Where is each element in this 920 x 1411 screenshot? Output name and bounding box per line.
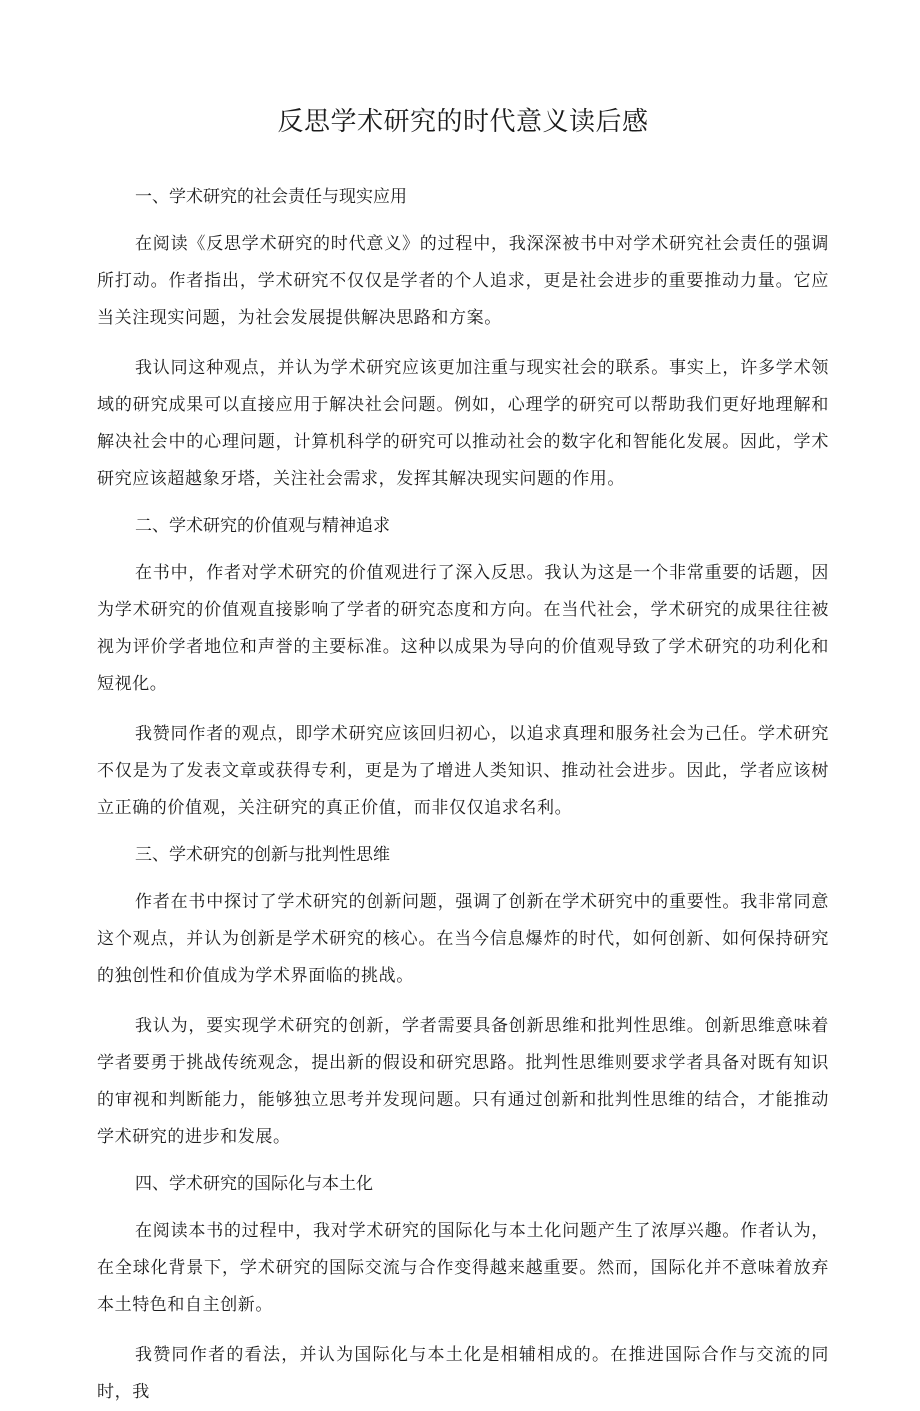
section-heading: 四、学术研究的国际化与本土化 (135, 1174, 373, 1194)
paragraph: 我赞同作者的观点，即学术研究应该回归初心，以追求真理和服务社会为己任。学术研究不仅是为了发表文章或获得专利，更是为了增进人类知识、推动社会进步。因此，学者应该树立正确的价值观，关注研究的真正价值，而非仅仅追求名利。 (97, 724, 829, 818)
paragraph: 在阅读本书的过程中，我对学术研究的国际化与本土化问题产生了浓厚兴趣。作者认为，在全球化背景下，学术研究的国际交流与合作变得越来越重要。然而，国际化并不意味着放弃本土特色和自主创新。 (97, 1221, 829, 1315)
paragraph: 我认同这种观点，并认为学术研究应该更加注重与现实社会的联系。事实上，许多学术领域的研究成果可以直接应用于解决社会问题。例如，心理学的研究可以帮助我们更好地理解和解决社会中的心理问题，计算机科学的研究可以推动社会的数字化和智能化发展。因此，学术研究应该超越象牙塔，关注社会需求，发挥其解决现实问题的作用。 (97, 358, 829, 489)
paragraph: 我认为，要实现学术研究的创新，学者需要具备创新思维和批判性思维。创新思维意味着学者要勇于挑战传统观念，提出新的假设和研究思路。批判性思维则要求学者具备对既有知识的审视和判断能力，能够独立思考并发现问题。只有通过创新和批判性思维的结合，才能推动学术研究的进步和发展。 (97, 1016, 829, 1147)
paragraph: 在书中，作者对学术研究的价值观进行了深入反思。我认为这是一个非常重要的话题，因为学术研究的价值观直接影响了学者的研究态度和方向。在当代社会，学术研究的成果往往被视为评价学者地位和声誉的主要标准。这种以成果为导向的价值观导致了学术研究的功利化和短视化。 (97, 563, 829, 694)
paragraph: 在阅读《反思学术研究的时代意义》的过程中，我深深被书中对学术研究社会责任的强调所打动。作者指出，学术研究不仅仅是学者的个人追求，更是社会进步的重要推动力量。它应当关注现实问题，为社会发展提供解决思路和方案。 (97, 234, 829, 328)
section-heading: 三、学术研究的创新与批判性思维 (135, 845, 390, 865)
section-heading: 一、学术研究的社会责任与现实应用 (135, 187, 407, 207)
section-heading: 二、学术研究的价值观与精神追求 (135, 516, 390, 536)
paragraph: 作者在书中探讨了学术研究的创新问题，强调了创新在学术研究中的重要性。我非常同意这个观点，并认为创新是学术研究的核心。在当今信息爆炸的时代，如何创新、如何保持研究的独创性和价值成为学术界面临的挑战。 (97, 892, 829, 986)
document-body (97, 182, 829, 1411)
document-page (97, 0, 829, 1402)
paragraph: 我赞同作者的看法，并认为国际化与本土化是相辅相成的。在推进国际合作与交流的同时，我 (97, 1345, 829, 1402)
document-title: 反思学术研究的时代意义读后感 (277, 107, 649, 137)
